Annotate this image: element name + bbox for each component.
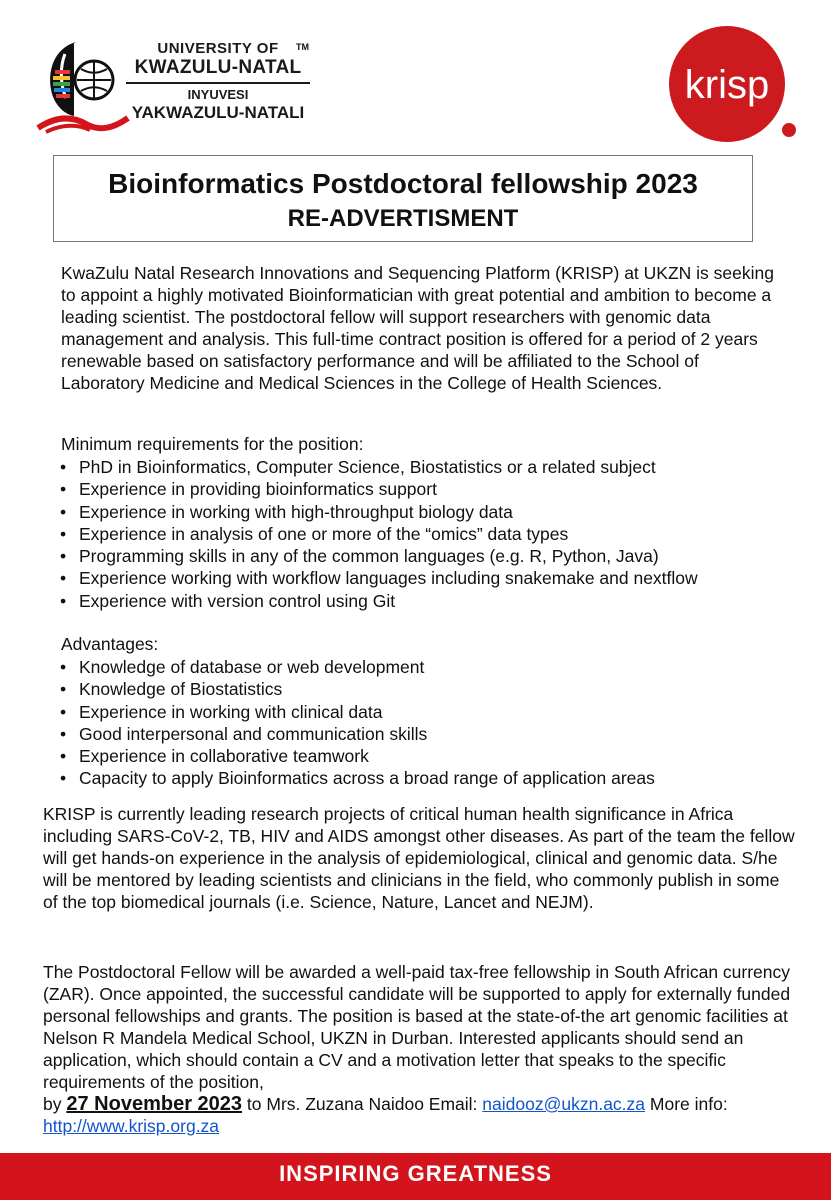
list-item: • Knowledge of database or web development	[60, 656, 655, 678]
ukzn-line4: YAKWAZULU-NATALI	[131, 103, 305, 122]
email-link[interactable]: naidooz@ukzn.ac.za	[482, 1094, 646, 1114]
list-item: • Programming skills in any of the common languages (e.g. R, Python, Java)	[60, 545, 698, 567]
deadline-date: 27 November 2023	[66, 1093, 243, 1115]
list-item: • Experience in working with high-throughput biology data	[60, 501, 698, 523]
list-item: • Experience with version control using Git	[60, 590, 698, 612]
list-item: • Experience working with workflow languages including snakemake and nextflow	[60, 567, 698, 589]
list-item: • Experience in collaborative teamwork	[60, 745, 655, 767]
list-item: • PhD in Bioinformatics, Computer Science, Biostatistics or a related subject	[60, 456, 698, 478]
list-item: • Capacity to apply Bioinformatics across a broad range of application areas	[60, 767, 655, 789]
krisp-logo-icon	[655, 26, 801, 146]
krisp-paragraph: KRISP is currently leading research projects of critical human health significance in Africa including SARS-CoV-2, TB, HIV and AIDS amongst other diseases. As part of the team the fellow will get hands-on experience in the analysis of epidemiological, clinical and genomic data. S/he will be mentored by leading scientists and clinicians in the field, who commonly publish in some of the top biomedical journals (i.e. Science, Nature, Lancet and NEJM).	[43, 804, 795, 912]
list-item: • Experience in analysis of one or more of the “omics” data types	[60, 523, 698, 545]
list-item: • Experience in working with clinical data	[60, 701, 655, 723]
footer-slogan: INSPIRING GREATNESS	[279, 1161, 552, 1186]
by-label: by	[43, 1094, 62, 1114]
ukzn-shield-logo-icon	[32, 36, 132, 134]
ukzn-line2: KWAZULU-NATAL	[134, 57, 302, 78]
ukzn-line3: INYUVESI	[187, 87, 249, 102]
requirements-heading: Minimum requirements for the position:	[61, 434, 364, 454]
intro-paragraph: KwaZulu Natal Research Innovations and Sequencing Platform (KRISP) at UKZN is seeking to appoint a highly motivated Bioinformatician with great potential and ambition to become a leading scientist. The postdoctoral fellow will support researchers with genomic data management and analysis. This full-time contract position is offered for a period of 2 years renewable based on satisfactory performance and will be affiliated to the School of Laboratory Medicine and Medical Sciences in the College of Health Sciences.	[61, 263, 774, 393]
page-title: Bioinformatics Postdoctoral fellowship 2023	[108, 168, 698, 199]
krisp-logo-text: krisp	[684, 63, 770, 107]
ukzn-line1: UNIVERSITY OF	[157, 40, 279, 57]
ukzn-wordmark	[118, 40, 318, 123]
ukzn-divider	[126, 82, 310, 84]
list-item: • Knowledge of Biostatistics	[60, 678, 655, 700]
page-subtitle: RE-ADVERTISMENT	[287, 205, 519, 232]
advantages-list	[60, 656, 655, 790]
trademark-mark: TM	[296, 42, 309, 52]
footer-banner	[0, 1153, 831, 1200]
header	[0, 0, 831, 160]
more-info-label: More info:	[649, 1094, 728, 1114]
list-item: • Experience in providing bioinformatics support	[60, 478, 698, 500]
website-link[interactable]: http://www.krisp.org.za	[43, 1116, 220, 1136]
fellowship-paragraph	[43, 961, 795, 1137]
fellowship-text: The Postdoctoral Fellow will be awarded a well-paid tax-free fellowship in South African currency (ZAR). Once appointed, the successful candidate will be supported to apply for externally funded personal fellowships and grants. The position is based at the state-of-the art genomic facilities at Nelson R Mandela Medical School, UKZN in Durban. Interested applicants should send an application, which should contain a CV and a motivation letter that speaks to the specific requirements of the position,	[43, 962, 791, 1092]
requirements-list	[60, 456, 698, 612]
title-box	[53, 155, 753, 242]
advantages-heading: Advantages:	[61, 634, 159, 654]
list-item: • Good interpersonal and communication skills	[60, 723, 655, 745]
contact-text: to Mrs. Zuzana Naidoo Email:	[246, 1094, 478, 1114]
